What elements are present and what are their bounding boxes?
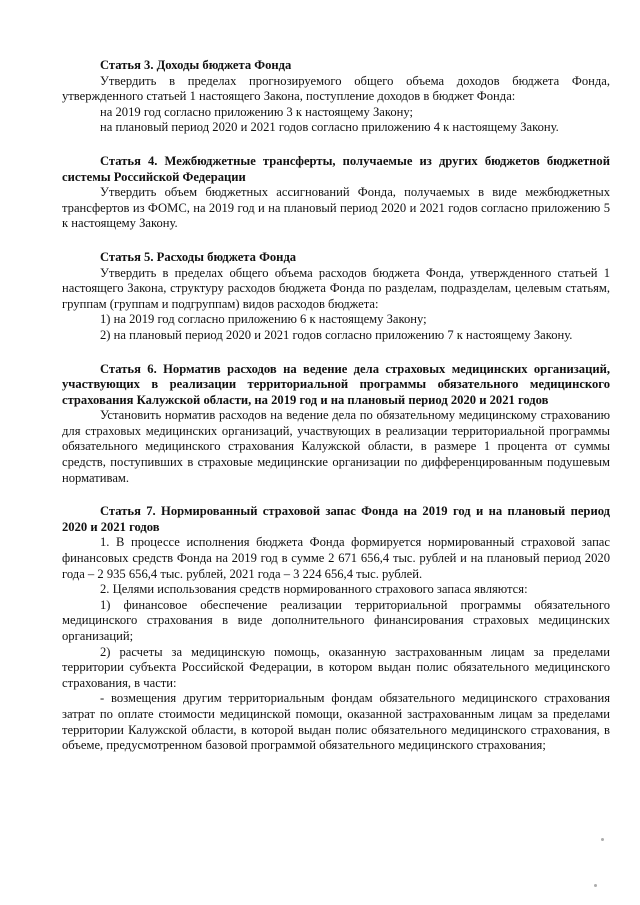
paragraph: на плановый период 2020 и 2021 годов согласно приложению 4 к настоящему Закону. (100, 120, 559, 135)
article-6 (62, 362, 610, 487)
paragraph: - возмещения другим территориальным фондам обязательного медицинского страхования затрат по оплате стоимости медицинской помощи, оказанной застрахованным лицам за пределами территории Калужской области, в которой выдан полис обязательного медицинского страхования, в объеме, предусмотренном базовой программой обязательного медицинского страхования; (62, 691, 610, 753)
paragraph: на 2019 год согласно приложению 3 к настоящему Закону; (100, 104, 413, 119)
article-heading: Статья 4. Межбюджетные трансферты, получаемые из других бюджетов бюджетной системы Российской Федерации (62, 153, 610, 184)
paragraph: 1. В процессе исполнения бюджета Фонда формируется нормированный страховой запас финансовых средств Фонда на 2019 год в сумме 2 671 656,4 тыс. рублей и на плановый период 2020 года – 2 935 656,4 тыс. рублей, 2021 года – 3 224 656,4 тыс. рублей. (62, 535, 610, 581)
scan-speck (601, 838, 604, 841)
paragraph: 1) на 2019 год согласно приложению 6 к настоящему Закону; (100, 312, 427, 327)
paragraph: 2) расчеты за медицинскую помощь, оказанную застрахованным лицам за пределами территории субъекта Российской Федерации, в котором выдан полис обязательного медицинского страхования, в части: (62, 644, 610, 690)
article-heading: Статья 5. Расходы бюджета Фонда (100, 249, 297, 264)
article-3 (62, 58, 610, 136)
paragraph: 1) финансовое обеспечение реализации территориальной программы обязательного медицинского страхования в виде дополнительного финансирования страховых медицинских организаций; (62, 597, 610, 643)
article-heading: Статья 6. Норматив расходов на ведение дела страховых медицинских организаций, участвующих в реализации территориальной программы обязательного медицинского страхования Калужской области, на 2019 год и на плановый период 2020 и 2021 годов (62, 361, 610, 407)
paragraph: Утвердить в пределах прогнозируемого общего объема доходов бюджета Фонда, утвержденного статьей 1 настоящего Закона, поступление доходов в бюджет Фонда: (62, 73, 610, 104)
article-heading: Статья 3. Доходы бюджета Фонда (100, 58, 292, 72)
scan-speck (594, 884, 597, 887)
article-4 (62, 154, 610, 232)
paragraph: Установить норматив расходов на ведение дела по обязательному медицинскому страхованию для страховых медицинских организаций, участвующих в реализации территориальной программы обязательного медицинского страхования Калужской области, в размере 1 процента от суммы средств, поступивших в страховые медицинские организации по дифференцированным подушевым нормативам. (62, 408, 610, 485)
paragraph: Утвердить в пределах общего объема расходов бюджета Фонда, утвержденного статьей 1 настоящего Закона, структуру расходов бюджета Фонда по разделам, подразделам, целевым статьям, группам (группам и подгруппам) видов расходов бюджета: (62, 265, 610, 311)
paragraph: 2. Целями использования средств нормированного страхового запаса являются: (100, 582, 528, 597)
document-page (62, 58, 610, 772)
article-7 (62, 504, 610, 754)
paragraph: Утвердить объем бюджетных ассигнований Фонда, получаемых в виде межбюджетных трансфертов из ФОМС, на 2019 год и на плановый период 2020 и 2021 годов согласно приложению 5 к настоящему Закону. (62, 185, 610, 231)
article-heading: Статья 7. Нормированный страховой запас Фонда на 2019 год и на плановый период 2020 и 2021 годов (62, 504, 610, 534)
article-5 (62, 250, 610, 344)
paragraph: 2) на плановый период 2020 и 2021 годов согласно приложению 7 к настоящему Закону. (100, 327, 573, 342)
